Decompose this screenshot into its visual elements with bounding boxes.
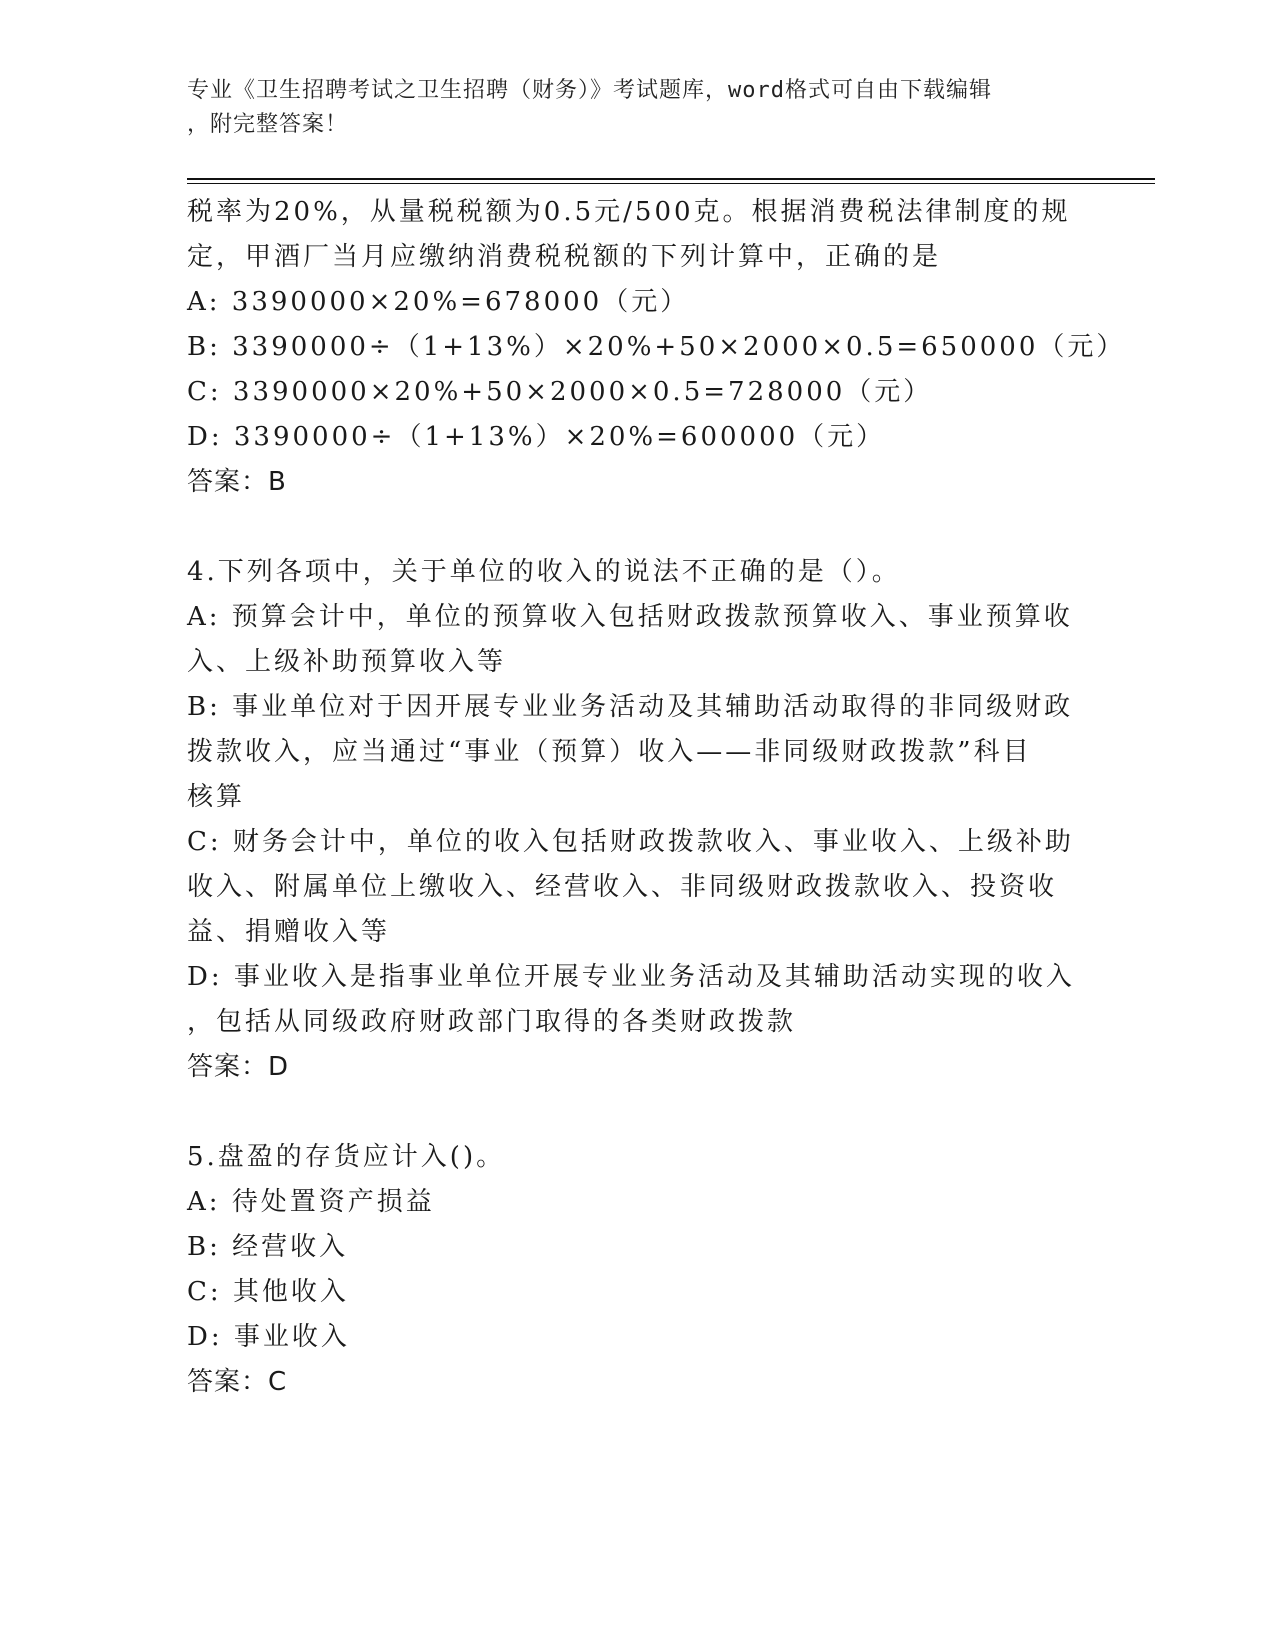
header-rule-thick [187, 178, 1155, 180]
question-4-answer: 答案：D [187, 1052, 290, 1082]
header-rule-thin [187, 183, 1155, 184]
question-3-option-a: A: 3390000×20%=678000（元） [187, 287, 690, 317]
question-4-option-b-line-3: 核算 [187, 782, 246, 812]
question-5-stem: 5.盘盈的存货应计入()。 [187, 1142, 506, 1172]
question-3-option-c: C: 3390000×20%+50×2000×0.5=728000（元） [187, 377, 933, 407]
document-body [187, 190, 1126, 1405]
question-spacer [187, 1090, 1087, 1135]
question-5-option-b: B: 经营收入 [187, 1232, 349, 1262]
question-3-option-b: B: 3390000÷（1+13%）×20%+50×2000×0.5=650000（元） [187, 332, 1126, 362]
question-3-stem-line-2: 定，甲酒厂当月应缴纳消费税税额的下列计算中，正确的是 [187, 242, 942, 272]
question-4-option-d-line-1: D: 事业收入是指事业单位开展专业业务活动及其辅助活动实现的收入 [187, 962, 1075, 992]
question-5-option-d: D: 事业收入 [187, 1322, 350, 1352]
question-4-option-d-line-2: ，包括从同级政府财政部门取得的各类财政拨款 [187, 1007, 797, 1037]
question-5-option-a: A: 待处置资产损益 [187, 1187, 435, 1217]
document-header [187, 74, 1067, 142]
question-4-option-b-line-2: 拨款收入，应当通过“事业（预算）收入——非同级财政拨款”科目 [187, 737, 1032, 767]
question-4-option-c-line-1: C: 财务会计中，单位的收入包括财政拨款收入、事业收入、上级补助 [187, 827, 1074, 857]
question-5 [187, 1135, 1087, 1405]
question-5-answer: 答案：C [187, 1367, 288, 1397]
header-line-1: 专业《卫生招聘考试之卫生招聘（财务）》考试题库，word格式可自由下载编辑 [187, 78, 992, 103]
question-4-option-c-line-3: 益、捐赠收入等 [187, 917, 391, 947]
question-spacer [187, 505, 1087, 550]
question-4-option-a-line-2: 入、上级补助预算收入等 [187, 647, 507, 677]
question-4-option-c-line-2: 收入、附属单位上缴收入、经营收入、非同级财政拨款收入、投资收 [187, 872, 1058, 902]
question-5-option-c: C: 其他收入 [187, 1277, 349, 1307]
question-3-stem-line-1: 税率为20%，从量税税额为0.5元/500克。根据消费税法律制度的规 [187, 197, 1071, 227]
question-4 [187, 550, 1087, 1090]
question-4-option-a-line-1: A: 预算会计中，单位的预算收入包括财政拨款预算收入、事业预算收 [187, 602, 1073, 632]
question-3 [187, 190, 1126, 505]
header-line-2: ，附完整答案！ [187, 112, 349, 137]
question-4-stem: 4.下列各项中，关于单位的收入的说法不正确的是（）。 [187, 557, 901, 587]
question-4-option-b-line-1: B: 事业单位对于因开展专业业务活动及其辅助活动取得的非同级财政 [187, 692, 1074, 722]
question-3-answer: 答案：B [187, 467, 287, 497]
question-3-option-d: D: 3390000÷（1+13%）×20%=600000（元） [187, 422, 886, 452]
